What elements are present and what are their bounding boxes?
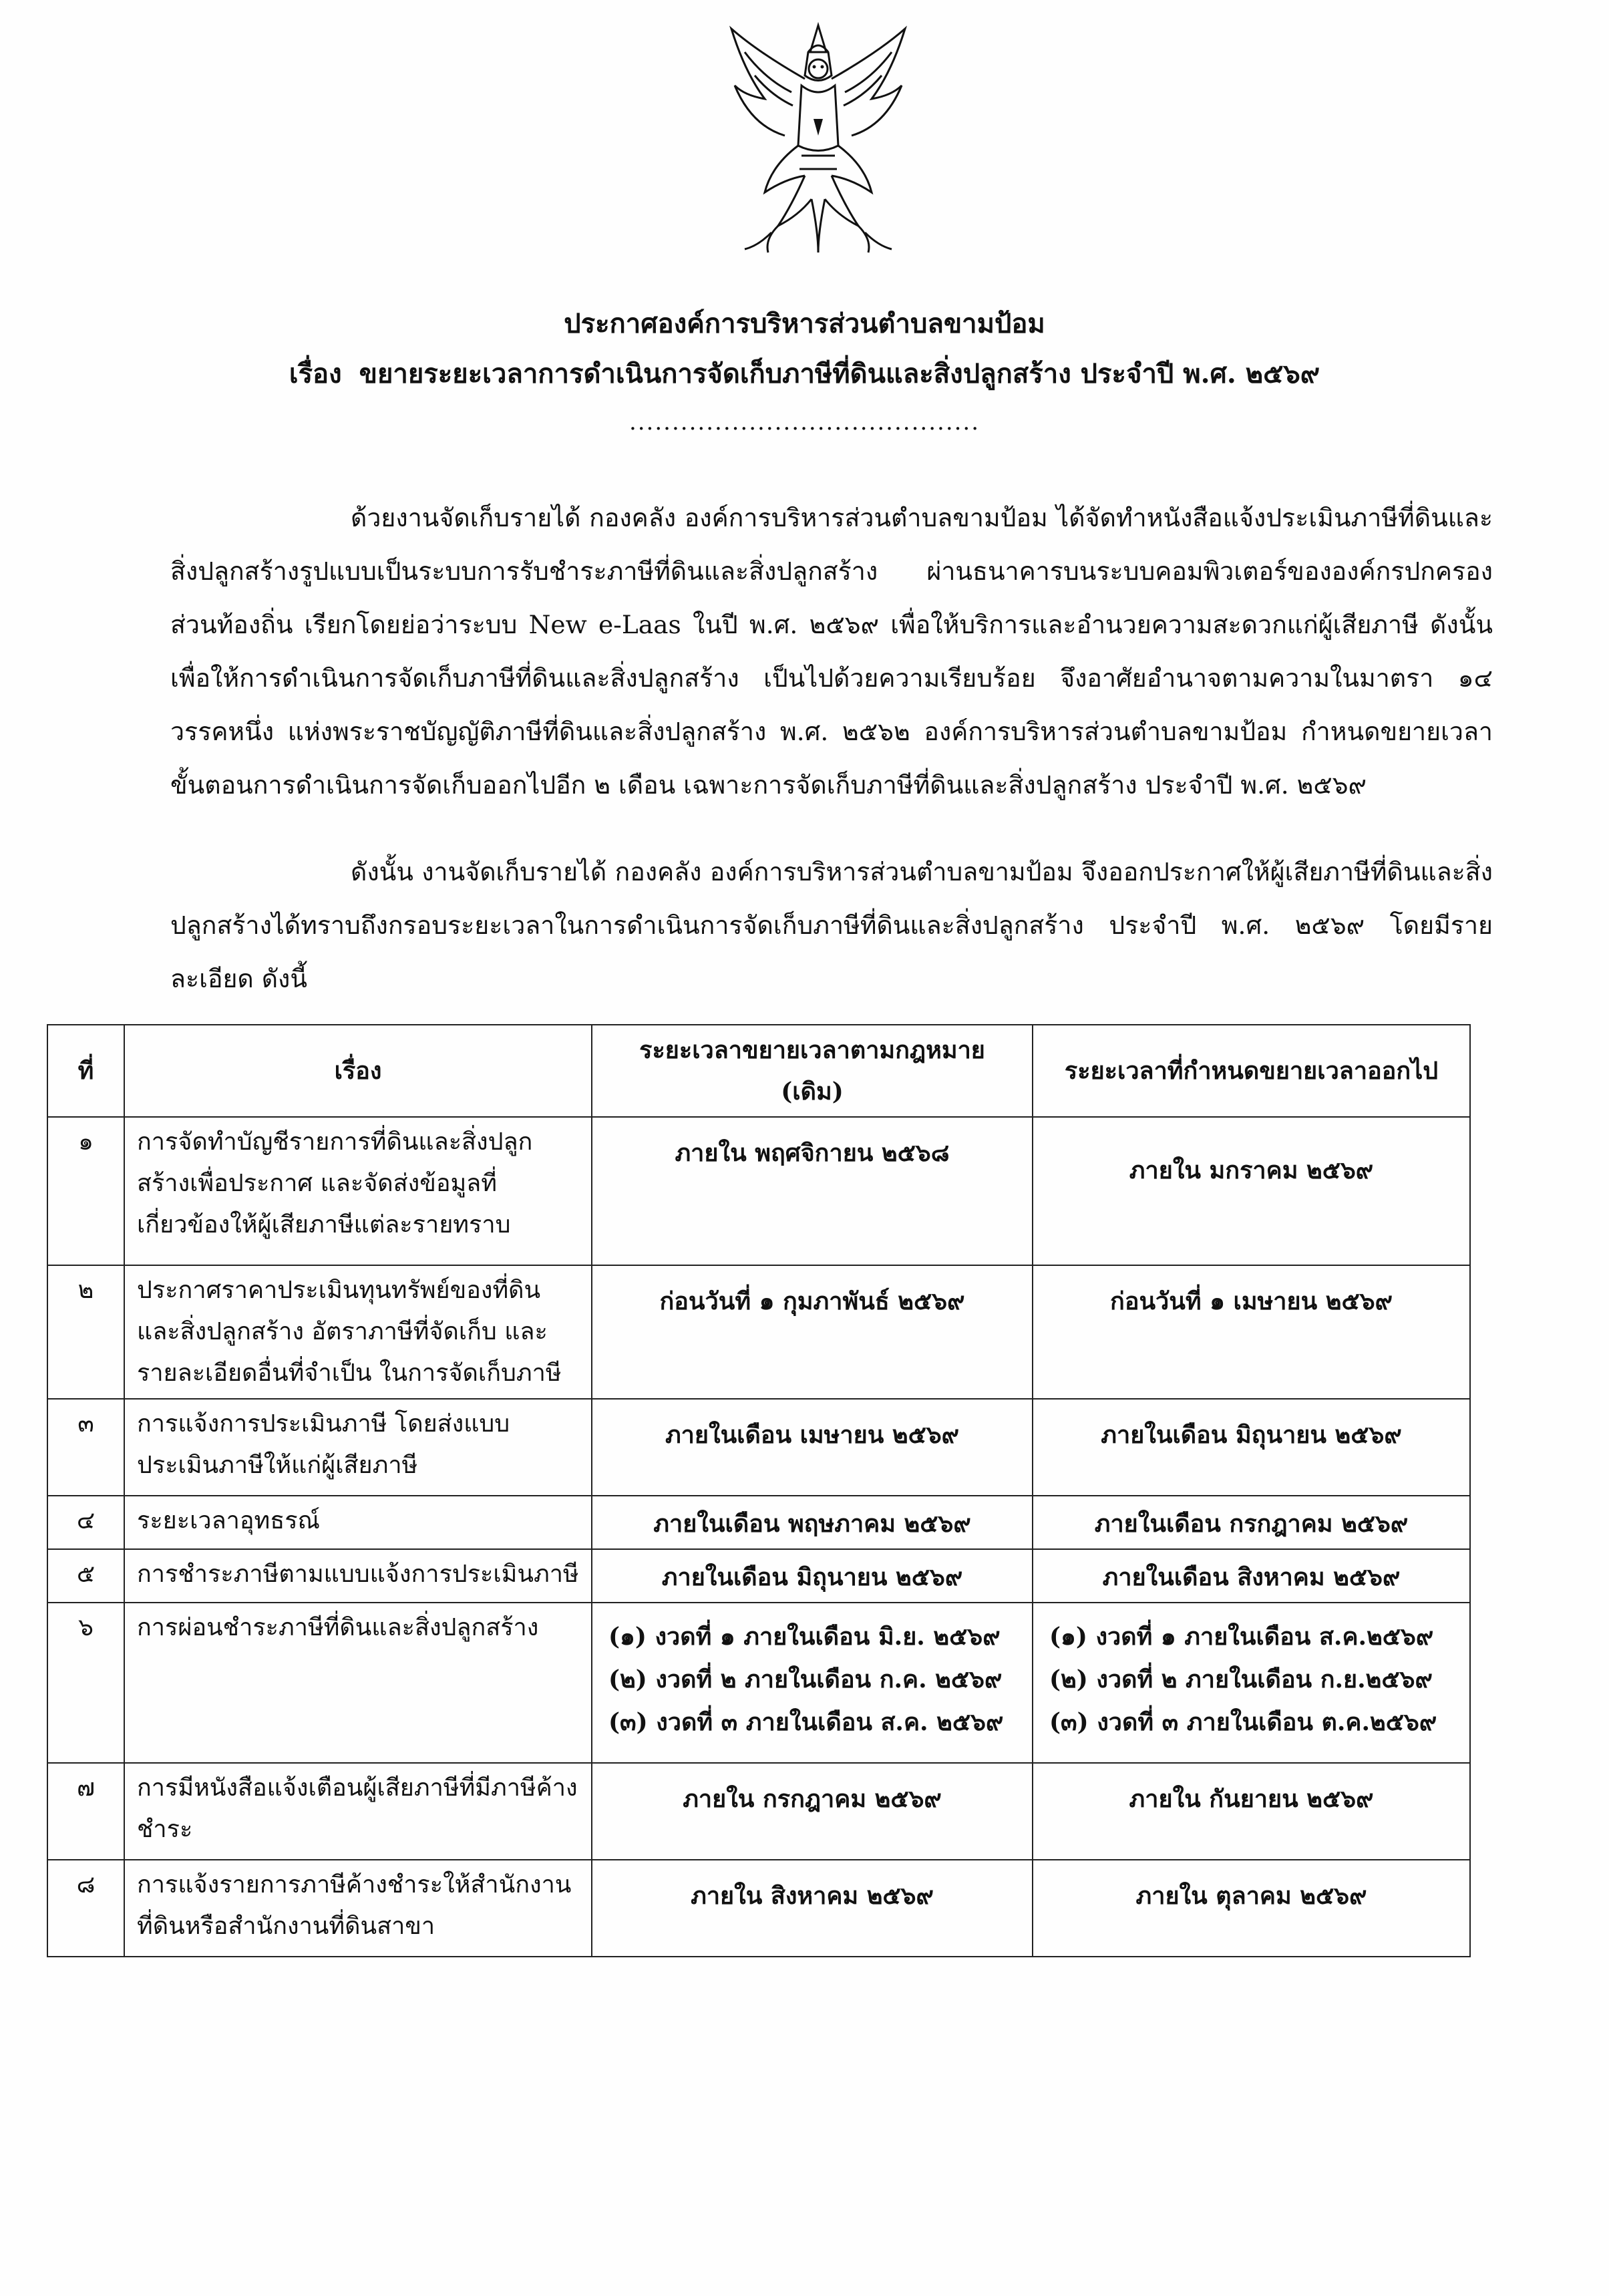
row-original: ภายใน สิงหาคม ๒๕๖๙: [592, 1860, 1033, 1957]
paragraph-1: [170, 491, 1493, 812]
row-number: ๑: [47, 1117, 124, 1265]
row-extended: ก่อนวันที่ ๑ เมษายน ๒๕๖๙: [1033, 1265, 1470, 1399]
subject-label: เรื่อง: [289, 358, 342, 389]
table-row: [47, 1549, 1470, 1603]
row-extended: ภายในเดือน มิถุนายน ๒๕๖๙: [1033, 1399, 1470, 1496]
table-row: [47, 1117, 1470, 1265]
paragraph-2: [170, 845, 1493, 1005]
row-extended: ภายใน กันยายน ๒๕๖๙: [1033, 1763, 1470, 1860]
col-header-extended: ระยะเวลาที่กำหนดขยายเวลาออกไป: [1033, 1025, 1470, 1117]
row-number: ๖: [47, 1603, 124, 1763]
row-extended: ภายในเดือน สิงหาคม ๒๕๖๙: [1033, 1549, 1470, 1603]
subject-text: ขยายระยะเวลาการดำเนินการจัดเก็บภาษีที่ดินและสิ่งปลูกสร้าง ประจำปี พ.ศ. ๒๕๖๙: [359, 358, 1320, 389]
row-subject: การชำระภาษีตามแบบแจ้งการประเมินภาษี: [124, 1549, 592, 1603]
installment-item: (๑) งวดที่ ๑ ภายในเดือน มิ.ย. ๒๕๖๙: [608, 1623, 1001, 1651]
installment-item: (๓) งวดที่ ๓ ภายในเดือน ต.ค.๒๕๖๙: [1049, 1708, 1437, 1736]
schedule-table: [47, 1024, 1471, 1957]
table-row: [47, 1496, 1470, 1549]
table-row: [47, 1860, 1470, 1957]
row-original: ภายใน กรกฎาคม ๒๕๖๙: [592, 1763, 1033, 1860]
title-separator: .........................................: [629, 409, 980, 436]
garuda-emblem-icon: [718, 12, 918, 266]
row-original: ก่อนวันที่ ๑ กุมภาพันธ์ ๒๕๖๙: [592, 1265, 1033, 1399]
row-original-installments: [592, 1603, 1033, 1763]
row-subject: การจัดทำบัญชีรายการที่ดินและสิ่งปลูกสร้างเพื่อประกาศ และจัดส่งข้อมูลที่เกี่ยวข้องให้ผู้เสียภาษีแต่ละรายทราบ: [124, 1117, 592, 1265]
row-original: ภายในเดือน มิถุนายน ๒๕๖๙: [592, 1549, 1033, 1603]
row-number: ๔: [47, 1496, 124, 1549]
col-header-subject: เรื่อง: [124, 1025, 592, 1117]
announcement-subject: [0, 354, 1609, 394]
row-subject: การแจ้งการประเมินภาษี โดยส่งแบบประเมินภาษีให้แก่ผู้เสียภาษี: [124, 1399, 592, 1496]
col-header-no: ที่: [47, 1025, 124, 1117]
paragraph-2-text: ดังนั้น งานจัดเก็บรายได้ กองคลัง องค์การบริหารส่วนตำบลขามป้อม จึงออกประกาศให้ผู้เสียภาษีที่ดินและสิ่งปลูกสร้างได้ทราบถึงกรอบระยะเวลาในการดำเนินการจัดเก็บภาษีที่ดินและสิ่งปลูกสร้าง ประจำปี พ.ศ. ๒๕๖๙ โดยมีรายละเอียด ดังนี้: [170, 857, 1493, 993]
row-subject: การผ่อนชำระภาษีที่ดินและสิ่งปลูกสร้าง: [124, 1603, 592, 1763]
row-number: ๒: [47, 1265, 124, 1399]
row-number: ๓: [47, 1399, 124, 1496]
table-header-row: [47, 1025, 1470, 1117]
row-original: ภายในเดือน เมษายน ๒๕๖๙: [592, 1399, 1033, 1496]
row-extended: ภายใน มกราคม ๒๕๖๙: [1033, 1117, 1470, 1265]
row-subject: ประกาศราคาประเมินทุนทรัพย์ของที่ดินและสิ่งปลูกสร้าง อัตราภาษีที่จัดเก็บ และรายละเอียดอื่นที่จำเป็น ในการจัดเก็บภาษี: [124, 1265, 592, 1399]
col-header-original: ระยะเวลาขยายเวลาตามกฎหมาย (เดิม): [592, 1025, 1033, 1117]
paragraph-1-text: ด้วยงานจัดเก็บรายได้ กองคลัง องค์การบริหารส่วนตำบลขามป้อม ได้จัดทำหนังสือแจ้งประเมินภาษีที่ดินและสิ่งปลูกสร้างรูปแบบเป็นระบบการรับชำระภาษีที่ดินและสิ่งปลูกสร้าง ผ่านธนาคารบนระบบคอมพิวเตอร์ขององค์กรปกครองส่วนท้องถิ่น เรียกโดยย่อว่าระบบ New e-Laas ในปี พ.ศ. ๒๕๖๙ เพื่อให้บริการและอำนวยความสะดวกแก่ผู้เสียภาษี ดังนั้น เพื่อให้การดำเนินการจัดเก็บภาษีที่ดินและสิ่งปลูกสร้าง เป็นไปด้วยความเรียบร้อย จึงอาศัยอำนาจตามความในมาตรา ๑๔ วรรคหนึ่ง แห่งพระราชบัญญัติภาษีที่ดินและสิ่งปลูกสร้าง พ.ศ. ๒๕๖๒ องค์การบริหารส่วนตำบลขามป้อม กำหนดขยายเวลาขั้นตอนการดำเนินการจัดเก็บออกไปอีก ๒ เดือน เฉพาะการจัดเก็บภาษีที่ดินและสิ่งปลูกสร้าง ประจำปี พ.ศ. ๒๕๖๙: [170, 503, 1493, 800]
row-original: ภายใน พฤศจิกายน ๒๕๖๘: [592, 1117, 1033, 1265]
installment-item: (๓) งวดที่ ๓ ภายในเดือน ส.ค. ๒๕๖๙: [608, 1708, 1004, 1736]
installment-item: (๒) งวดที่ ๒ ภายในเดือน ก.ย.๒๕๖๙: [1049, 1665, 1433, 1693]
row-subject: การแจ้งรายการภาษีค้างชำระให้สำนักงานที่ดินหรือสำนักงานที่ดินสาขา: [124, 1860, 592, 1957]
table-row: [47, 1399, 1470, 1496]
row-extended: ภายใน ตุลาคม ๒๕๖๙: [1033, 1860, 1470, 1957]
row-original: ภายในเดือน พฤษภาคม ๒๕๖๙: [592, 1496, 1033, 1549]
installment-item: (๒) งวดที่ ๒ ภายในเดือน ก.ค. ๒๕๖๙: [608, 1665, 1003, 1693]
announcement-title: ประกาศองค์การบริหารส่วนตำบลขามป้อม: [564, 308, 1045, 339]
table-row: [47, 1763, 1470, 1860]
table-row: [47, 1603, 1470, 1763]
table-row: [47, 1265, 1470, 1399]
row-number: ๗: [47, 1763, 124, 1860]
row-extended: ภายในเดือน กรกฎาคม ๒๕๖๙: [1033, 1496, 1470, 1549]
row-subject: ระยะเวลาอุทธรณ์: [124, 1496, 592, 1549]
row-number: ๕: [47, 1549, 124, 1603]
row-number: ๘: [47, 1860, 124, 1957]
row-subject: การมีหนังสือแจ้งเตือนผู้เสียภาษีที่มีภาษีค้างชำระ: [124, 1763, 592, 1860]
row-extended-installments: [1033, 1603, 1470, 1763]
installment-item: (๑) งวดที่ ๑ ภายในเดือน ส.ค.๒๕๖๙: [1049, 1623, 1434, 1651]
